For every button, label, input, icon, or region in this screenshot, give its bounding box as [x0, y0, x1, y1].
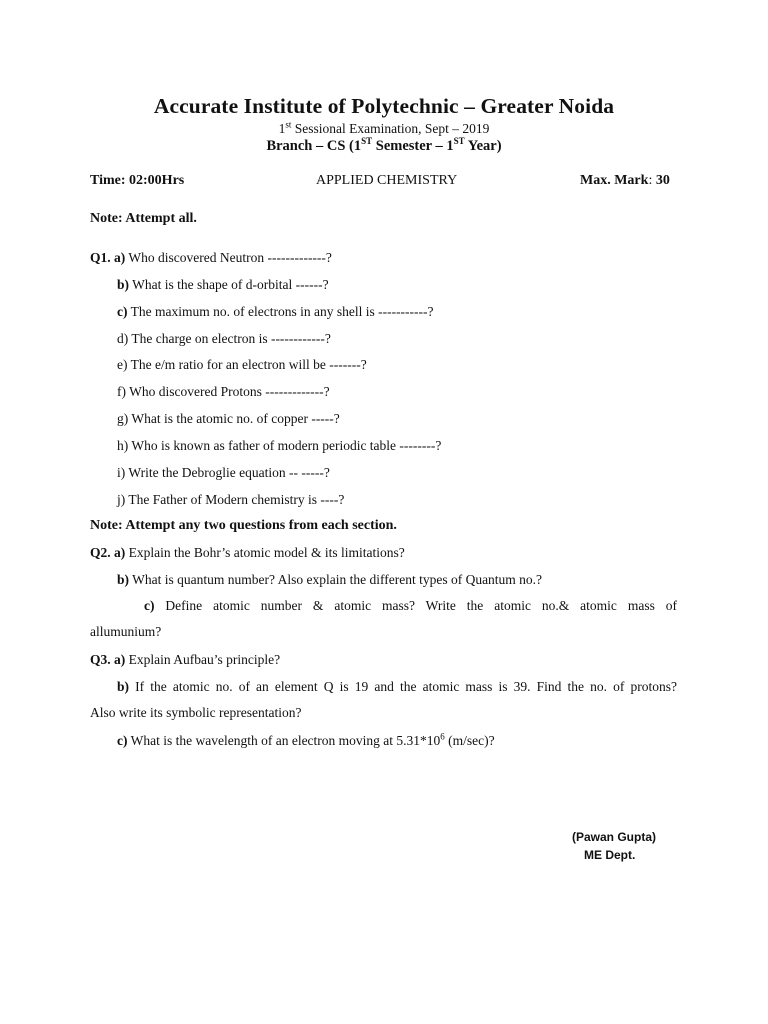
q2-c: [90, 593, 677, 645]
q3-c-sup: 6: [440, 731, 445, 742]
note-attempt-all: Note: Attempt all.: [90, 211, 197, 226]
q2-b: [117, 572, 542, 588]
q1-c-text: The maximum no. of electrons in any shell is -----------?: [127, 304, 434, 319]
exam-time: Time: 02:00Hrs: [90, 173, 185, 188]
max-mark-colon: :: [648, 173, 653, 188]
q1-a-label: a): [114, 250, 126, 265]
q2-b-label: b): [117, 572, 130, 587]
q1-c-label: c): [117, 304, 128, 319]
q1-a-text: Who discovered Neutron -------------?: [125, 250, 332, 265]
exam-subtitle: [0, 121, 768, 137]
q2-b-text: What is quantum number? Also explain the different types of Quantum no.?: [129, 572, 543, 587]
q1-c: [117, 304, 434, 320]
q2-c-text-1: Define atomic number & atomic mass? Write the atomic no.& atomic mass of: [154, 598, 677, 613]
q1-e: e) The e/m ratio for an electron will be -------?: [117, 357, 367, 372]
q1-h: h) Who is known as father of modern periodic table --------?: [117, 438, 442, 453]
branch-sup-1: ST: [361, 136, 373, 147]
q3-b-text-1: If the atomic no. of an element Q is 19 and the atomic mass is 39. Find the no. of protons?: [129, 679, 677, 694]
max-mark: [580, 173, 670, 189]
q3-a: [90, 652, 280, 668]
branch-part-a: Branch – CS (1: [266, 138, 362, 154]
signature-name: (Pawan Gupta): [572, 830, 657, 844]
note-attempt-two: Note: Attempt any two questions from each section.: [90, 518, 397, 533]
q2-c-text-2: allumunium?: [90, 624, 162, 639]
q3-prefix: Q3.: [90, 652, 111, 667]
q1-prefix: Q1.: [90, 250, 111, 265]
subject-name: APPLIED CHEMISTRY: [316, 173, 458, 188]
q1-b: [117, 277, 329, 293]
q2-a-label: a): [114, 545, 126, 560]
q3-c-text-a: What is the wavelength of an electron moving at 5.31*10: [127, 733, 441, 748]
branch-part-b: Semester – 1: [372, 138, 454, 154]
q1-f: f) Who discovered Protons -------------?: [117, 384, 330, 399]
q3-c: [117, 733, 495, 749]
max-mark-label: Max. Mark: [580, 173, 649, 188]
institute-title: Accurate Institute of Polytechnic – Greater Noida: [153, 94, 615, 118]
q2-a-text: Explain the Bohr’s atomic model & its limitations?: [125, 545, 405, 560]
branch-part-c: Year): [464, 138, 502, 154]
exam-sup: st: [285, 119, 292, 130]
q1-g: g) What is the atomic no. of copper -----?: [117, 411, 340, 426]
q3-b-line1: [90, 674, 677, 700]
q1-b-label: b): [117, 277, 130, 292]
q2-prefix: Q2.: [90, 545, 111, 560]
max-mark-value: 30: [652, 173, 670, 188]
q3-a-label: a): [114, 652, 126, 667]
q3-c-label: c): [117, 733, 128, 748]
exam-prefix: 1: [278, 121, 286, 136]
q3-b: [90, 674, 677, 726]
q3-c-text-b: (m/sec)?: [444, 733, 495, 748]
q3-b-text-2: Also write its symbolic representation?: [90, 705, 302, 720]
q2-c-line1: [90, 593, 677, 619]
q1-b-text: What is the shape of d-orbital ------?: [129, 277, 329, 292]
q2-a: [90, 545, 405, 561]
q3-b-label: b): [117, 679, 130, 694]
q1-d: d) The charge on electron is ------------?: [117, 331, 331, 346]
signature-dept: ME Dept.: [584, 848, 636, 862]
q2-c-label: c): [144, 598, 155, 613]
q3-a-text: Explain Aufbau’s principle?: [125, 652, 281, 667]
branch-sup-2: ST: [453, 136, 465, 147]
q1-j: j) The Father of Modern chemistry is ----?: [117, 492, 345, 507]
q1-a: [90, 250, 332, 266]
q1-i: i) Write the Debroglie equation -- -----?: [117, 465, 330, 480]
branch-line: [0, 138, 768, 155]
exam-rest: Sessional Examination, Sept – 2019: [291, 121, 490, 136]
